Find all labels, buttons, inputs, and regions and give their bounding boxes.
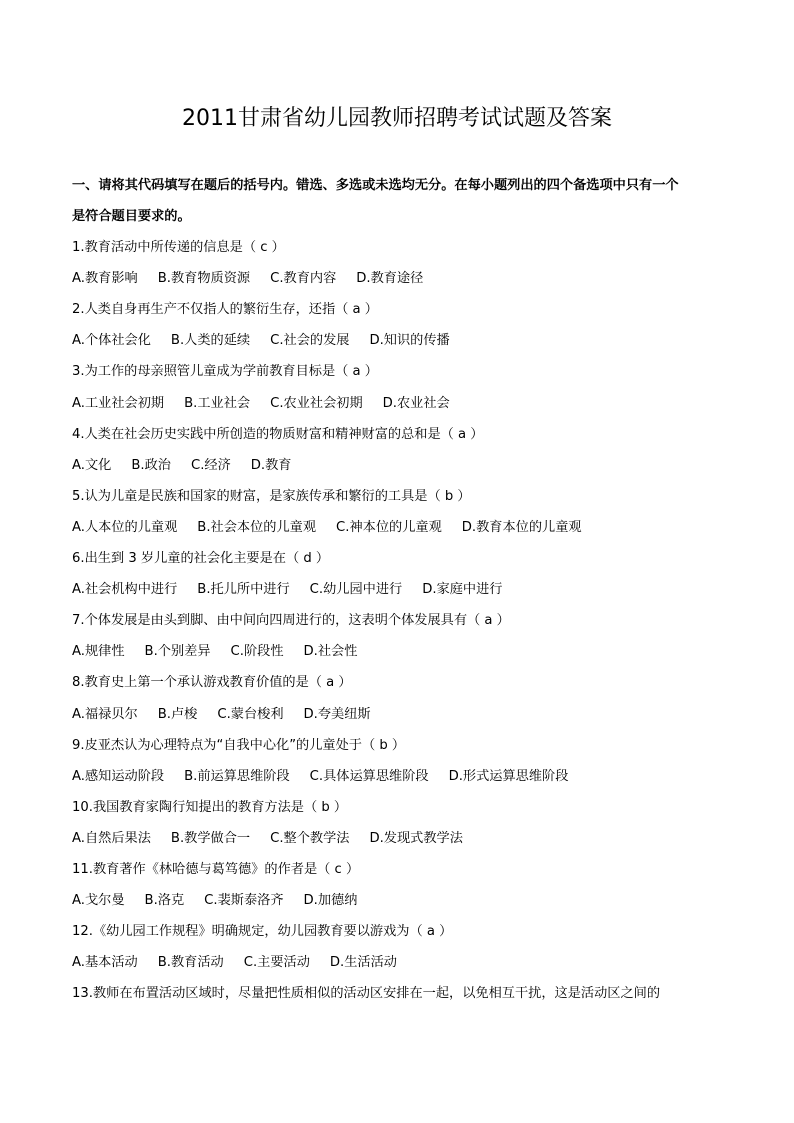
answer-option: A.人本位的儿童观 <box>72 519 178 535</box>
answer-option: A.自然后果法 <box>72 830 151 846</box>
answer-option: D.加德纳 <box>303 893 358 909</box>
answer-option: D.教育 <box>250 457 292 473</box>
answer-options <box>72 829 732 849</box>
answer-option: C.阶段性 <box>230 644 284 660</box>
answer-option: A.戈尔曼 <box>72 893 125 909</box>
answer-options <box>72 953 732 973</box>
answer-option: B.工业社会 <box>184 395 251 411</box>
answer-option: D.家庭中进行 <box>422 582 503 598</box>
answer-option: C.农业社会初期 <box>270 395 363 411</box>
answer-option: D.社会性 <box>303 644 358 660</box>
question-text: 4.人类在社会历史实践中所创造的物质财富和精神财富的总和是（ a ） <box>72 426 484 442</box>
answer-option: B.前运算思维阶段 <box>184 768 290 784</box>
answer-options <box>72 394 732 414</box>
answer-option: B.卢梭 <box>157 706 198 722</box>
answer-options <box>72 891 732 911</box>
question-text: 3.为工作的母亲照管儿童成为学前教育目标是（ a ） <box>72 364 378 380</box>
question-text: 5.认为儿童是民族和国家的财富，是家族传承和繁衍的工具是（ b ） <box>72 488 471 504</box>
answer-options <box>72 518 732 538</box>
answer-options <box>72 331 732 351</box>
answer-option: B.个别差异 <box>144 644 211 660</box>
question-text: 1.教育活动中所传递的信息是（ c ） <box>72 240 285 255</box>
answer-option: D.知识的传播 <box>369 333 450 349</box>
question-text: 9.皮亚杰认为心理特点为“自我中心化”的儿童处于（ b ） <box>72 737 406 753</box>
answer-option: B.社会本位的儿童观 <box>197 519 317 535</box>
answer-option: C.经济 <box>190 457 231 473</box>
question-text: 7.个体发展是由头到脚、由中间向四周进行的，这表明个体发展具有（ a ） <box>72 613 510 629</box>
question-text: 12.《幼儿园工作规程》明确规定，幼儿园教育要以游戏为（ a ） <box>72 924 453 940</box>
answer-option: C.蒙台梭利 <box>217 706 284 722</box>
answer-option: A.文化 <box>72 457 112 473</box>
answer-option: D.农业社会 <box>382 395 450 411</box>
answer-option: D.教育本位的儿童观 <box>461 519 582 535</box>
answer-options <box>72 767 732 787</box>
answer-option: B.教育物质资源 <box>157 271 251 287</box>
answer-option: B.托儿所中进行 <box>197 582 290 598</box>
answer-option: C.幼儿园中进行 <box>309 582 403 598</box>
answer-option: C.主要活动 <box>243 955 310 971</box>
answer-options <box>72 642 732 662</box>
answer-options <box>72 269 732 289</box>
answer-options <box>72 705 732 725</box>
answer-option: A.基本活动 <box>72 955 138 971</box>
answer-option: B.洛克 <box>144 893 185 909</box>
answer-option: B.政治 <box>131 457 171 473</box>
answer-option: A.规律性 <box>72 644 125 660</box>
answer-option: D.夸美纽斯 <box>303 706 371 722</box>
answer-option: B.教育活动 <box>157 955 224 971</box>
answer-option: D.生活活动 <box>329 955 397 971</box>
answer-option: A.社会机构中进行 <box>72 582 178 598</box>
answer-option: C.教育内容 <box>270 271 337 287</box>
answer-option: C.社会的发展 <box>270 333 350 349</box>
section-heading-line-1: 一、请将其代码填写在题后的括号内。错选、多选或未选均无分。在每小题列出的四个备选项中只有一个 <box>72 178 679 193</box>
answer-option: D.教育途径 <box>356 271 424 287</box>
answer-option: A.教育影响 <box>72 271 138 287</box>
answer-option: A.感知运动阶段 <box>72 768 165 784</box>
answer-option: C.裴斯泰洛齐 <box>204 893 284 909</box>
answer-options <box>72 580 732 600</box>
question-text: 11.教育著作《林哈德与葛笃德》的作者是（ c ） <box>72 862 360 877</box>
page-title: 2011甘肃省幼儿园教师招聘考试试题及答案 <box>182 106 612 131</box>
answer-option: C.整个教学法 <box>270 830 350 846</box>
answer-option: A.工业社会初期 <box>72 395 165 411</box>
question-text: 6.出生到 3 岁儿童的社会化主要是在（ d ） <box>72 551 330 566</box>
answer-option: C.神本位的儿童观 <box>336 519 442 535</box>
answer-option: D.发现式教学法 <box>369 830 463 846</box>
question-text: 13.教师在布置活动区域时，尽量把性质相似的活动区安排在一起，以免相互干扰，这是活动区之间的 <box>72 986 661 1002</box>
question-text: 2.人类自身再生产不仅指人的繁衍生存，还指（ a ） <box>72 302 378 318</box>
answer-option: B.教学做合一 <box>170 830 251 846</box>
answer-option: B.人类的延续 <box>170 333 251 349</box>
answer-option: D.形式运算思维阶段 <box>448 768 569 784</box>
answer-option: A.个体社会化 <box>72 333 151 349</box>
question-text: 10.我国教育家陶行知提出的教育方法是（ b ） <box>72 799 348 815</box>
question-text: 8.教育史上第一个承认游戏教育价值的是（ a ） <box>72 675 352 691</box>
answer-option: A.福禄贝尔 <box>72 706 138 722</box>
section-heading-line-2: 是符合题目要求的。 <box>72 209 191 224</box>
answer-options <box>72 456 732 476</box>
answer-option: C.具体运算思维阶段 <box>309 768 429 784</box>
